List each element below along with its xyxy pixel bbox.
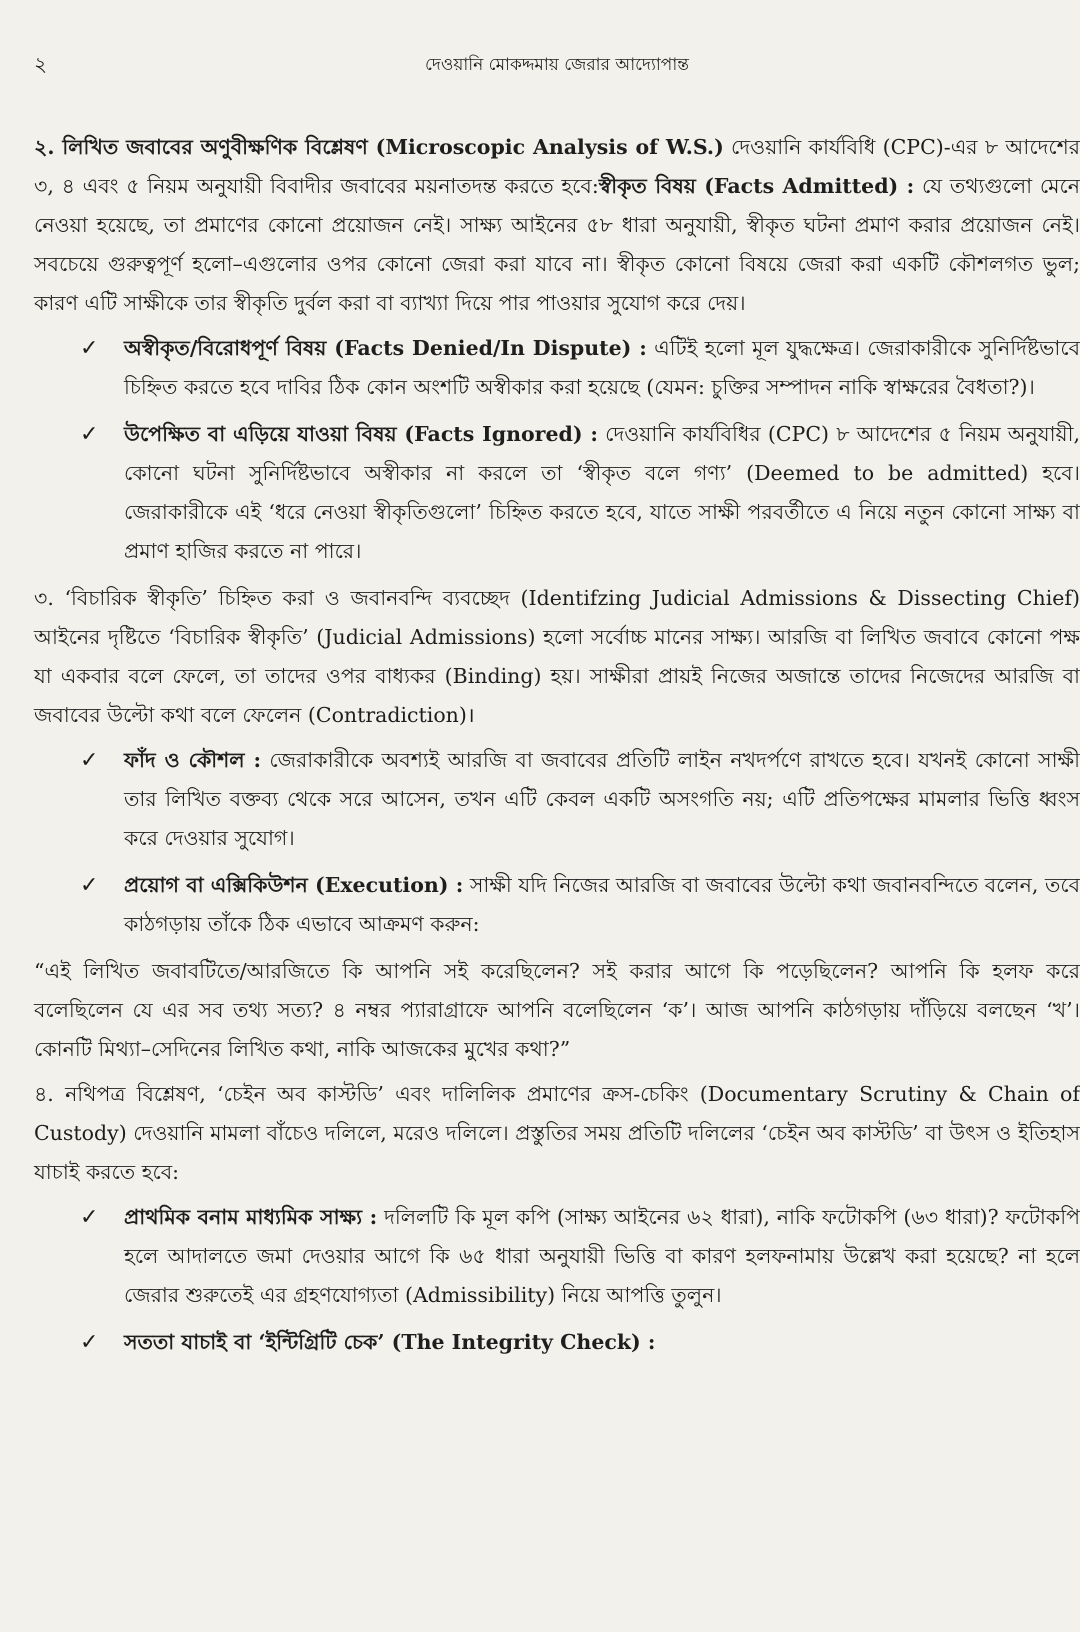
bullet-heading: প্রাথমিক বনাম মাধ্যমিক সাক্ষ্য : — [124, 1205, 378, 1229]
list-item — [34, 1323, 1080, 1362]
bullet-heading: উপেক্ষিত বা এড়িয়ে যাওয়া বিষয় (Facts Ignored) : — [124, 422, 598, 446]
section-2-paragraph — [34, 128, 1080, 323]
bullet-text: সাক্ষী যদি নিজের আরজি বা জবাবের উল্টো কথা জবানবন্দিতে বলেন, তবে কাঠগড়ায় তাঁকে ঠিক এভাবে আক্রমণ করুন: — [124, 873, 1080, 936]
facts-admitted-text: যে তথ্যগুলো মেনে নেওয়া হয়েছে, তা প্রমাণের কোনো প্রয়োজন নেই। সাক্ষ্য আইনের ৫৮ ধারা অনুযায়ী, স্বীকৃত ঘটনা প্রমাণ করার প্রয়োজন নেই। সবচেয়ে গুরুত্বপূর্ণ হলো–এগুলোর ওপর কোনো জেরা করা যাবে না। স্বীকৃত কোনো বিষয়ে জেরা করা একটি কৌশলগত ভুল; কারণ এটি সাক্ষীকে তার স্বীকৃতি দুর্বল করা বা ব্যাখ্যা দিয়ে পার পাওয়ার সুযোগ করে দেয়। — [34, 174, 1080, 315]
section-3-paragraph: ৩. ‘বিচারিক স্বীকৃতি’ চিহ্নিত করা ও জবানবন্দি ব্যবচ্ছেদ (Identifzing Judicial Admissions & Dissecting Chief) আইনের দৃষ্টিতে ‘বিচারিক স্বীকৃতি’ (Judicial Admissions) হলো সর্বোচ্চ মানের সাক্ষ্য। আরজি বা লিখিত জবাবে কোনো পক্ষ যা একবার বলে ফেলে, তা তাদের ওপর বাধ্যকর (Binding) হয়। সাক্ষীরা প্রায়ই নিজের অজান্তে তাদের নিজেদের আরজি বা জবাবের উল্টো কথা বলে ফেলেন (Contradiction)। — [34, 586, 1080, 727]
check-icon: ✓ — [80, 1330, 99, 1355]
bullet-heading: প্রয়োগ বা এক্সিকিউশন (Execution) : — [124, 873, 464, 897]
list-item — [34, 741, 1080, 858]
section-4-paragraph: ৪. নথিপত্র বিশ্লেষণ, ‘চেইন অব কাস্টডি’ এবং দালিলিক প্রমাণের ক্রস-চেকিং (Documentary Scrutiny & Chain of Custody) দেওয়ানি মামলা বাঁচেও দলিলে, মরেও দলিলে। প্রস্তুতির সময় প্রতিটি দলিলের ‘চেইন অব কাস্টডি’ বা উৎস ও ইতিহাস যাচাই করতে হবে: — [34, 1082, 1080, 1184]
list-item — [34, 415, 1080, 571]
check-icon: ✓ — [80, 336, 99, 361]
page-header — [34, 50, 1080, 80]
check-icon: ✓ — [80, 873, 99, 898]
page-body — [34, 128, 1080, 1370]
bullet-text: দেওয়ানি কার্যবিধির (CPC) ৮ আদেশের ৫ নিয়ম অনুযায়ী, কোনো ঘটনা সুনির্দিষ্টভাবে অস্বীকার না করলে তা ‘স্বীকৃত বলে গণ্য’ (Deemed to be admitted) হবে। জেরাকারীকে এই ‘ধরে নেওয়া স্বীকৃতিগুলো’ চিহ্নিত করতে হবে, যাতে সাক্ষী পরবর্তীতে এ নিয়ে নতুন কোনো সাক্ষ্য বা প্রমাণ হাজির করতে না পারে। — [124, 422, 1080, 563]
running-title: দেওয়ানি মোকদ্দমায় জেরার আদ্যোপান্ত — [424, 55, 689, 75]
list-item — [34, 1198, 1080, 1315]
page-number: ২ — [34, 52, 48, 76]
cross-exam-quote: “এই লিখিত জবাবটিতে/আরজিতে কি আপনি সই করেছিলেন? সই করার আগে কি পড়েছিলেন? আপনি কি হলফ করে বলেছিলেন যে এর সব তথ্য সত্য? ৪ নম্বর প্যারাগ্রাফে আপনি বলেছিলেন ‘ক’। আজ আপনি কাঠগড়ায় দাঁড়িয়ে বলছেন ‘খ’। কোনটি মিথ্যা–সেদিনের লিখিত কথা, নাকি আজকের মুখের কথা?” — [34, 959, 1080, 1061]
bullet-text: দলিলটি কি মূল কপি (সাক্ষ্য আইনের ৬২ ধারা), নাকি ফটোকপি (৬৩ ধারা)? ফটোকপি হলে আদালতে জমা দেওয়ার আগে কি ৬৫ ধারা অনুযায়ী ভিত্তি বা কারণ হলফনামায় উল্লেখ করা হয়েছে? না হলে জেরার শুরুতেই এর গ্রহণযোগ্যতা (Admissibility) নিয়ে আপত্তি তুলুন। — [124, 1205, 1080, 1307]
bullet-text: এটিই হলো মূল যুদ্ধক্ষেত্র। জেরাকারীকে সুনির্দিষ্টভাবে চিহ্নিত করতে হবে দাবির ঠিক কোন অংশটি অস্বীকার করা হয়েছে (যেমন: চুক্তির সম্পাদন নাকি স্বাক্ষরের বৈধতা?)। — [124, 336, 1080, 399]
section-2-text: দেওয়ানি কার্যবিধি (CPC)-এর ৮ আদেশের ৩, ৪ এবং ৫ নিয়ম অনুযায়ী বিবাদীর জবাবের ময়নাতদন্ত করতে হবে: — [34, 135, 1080, 198]
list-item — [34, 329, 1080, 407]
facts-admitted-heading: স্বীকৃত বিষয় (Facts Admitted) : — [598, 174, 915, 198]
check-icon: ✓ — [80, 422, 99, 447]
section-2-heading: ২. লিখিত জবাবের অণুবীক্ষণিক বিশ্লেষণ (Microscopic Analysis of W.S.) — [34, 135, 724, 159]
check-icon: ✓ — [80, 1205, 99, 1230]
check-icon: ✓ — [80, 748, 99, 773]
bullet-heading: সততা যাচাই বা ‘ইন্টিগ্রিটি চেক’ (The Integrity Check) : — [124, 1330, 656, 1354]
bullet-heading: অস্বীকৃত/বিরোধপূর্ণ বিষয় (Facts Denied/In Dispute) : — [124, 336, 647, 360]
list-item — [34, 866, 1080, 944]
bullet-heading: ফাঁদ ও কৌশল : — [124, 748, 262, 772]
bullet-text: জেরাকারীকে অবশ্যই আরজি বা জবাবের প্রতিটি লাইন নখদর্পণে রাখতে হবে। যখনই কোনো সাক্ষী তার লিখিত বক্তব্য থেকে সরে আসেন, তখন এটি কেবল একটি অসংগতি নয়; এটি প্রতিপক্ষের মামলার ভিত্তি ধ্বংস করে দেওয়ার সুযোগ। — [124, 748, 1080, 850]
